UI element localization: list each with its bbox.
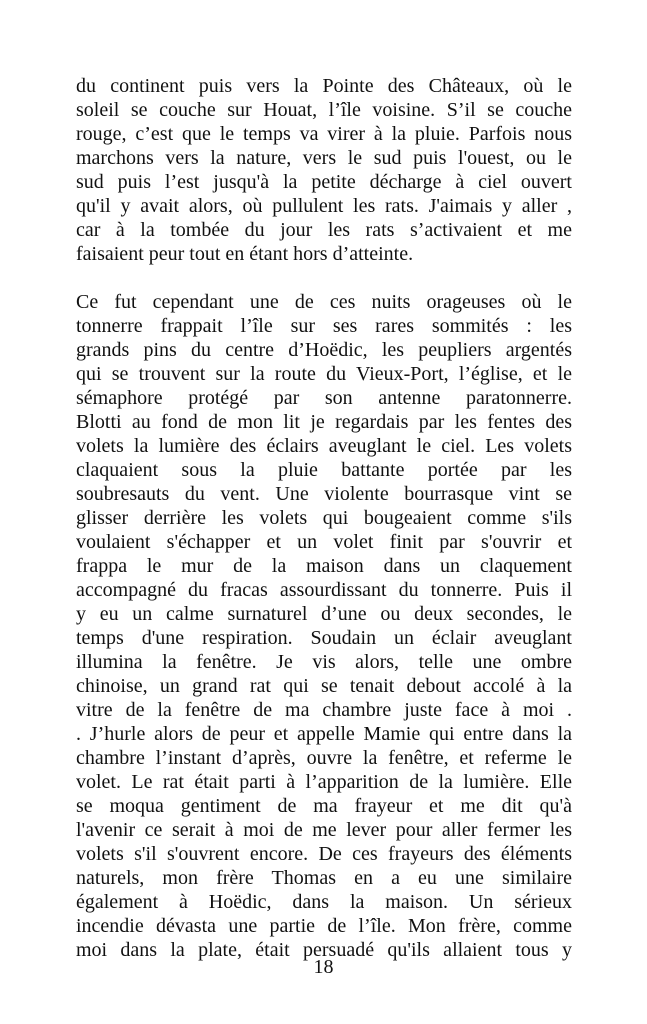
text-line: soubresauts du vent. Une violente bourrasque vint se <box>76 483 572 505</box>
text-line: illumina la fenêtre. Je vis alors, telle une ombre <box>76 651 572 673</box>
text-line: chambre l’instant d’après, ouvre la fenêtre, et referme le <box>76 747 572 769</box>
text-line: chinoise, un grand rat qui se tenait debout accolé à la <box>76 675 572 697</box>
text-line: claquaient sous la pluie battante portée par les <box>76 459 572 481</box>
text-line: vitre de la fenêtre de ma chambre juste face à moi . <box>76 699 572 721</box>
text-line: marchons vers la nature, vers le sud puis l'ouest, ou le <box>76 147 572 169</box>
page-number: 18 <box>313 956 334 978</box>
text-line: frappa le mur de la maison dans un claquement <box>76 555 572 577</box>
text-line: rouge, c’est que le temps va virer à la pluie. Parfois nous <box>76 123 572 145</box>
text-line: . J’hurle alors de peur et appelle Mamie qui entre dans la <box>76 723 572 745</box>
text-line: sémaphore protégé par son antenne paratonnerre. <box>76 387 572 409</box>
text-line: car à la tombée du jour les rats s’activaient et me <box>76 219 572 241</box>
text-line: volets s'il s'ouvrent encore. De ces frayeurs des éléments <box>76 843 572 865</box>
text-line: temps d'une respiration. Soudain un éclair aveuglant <box>76 627 572 649</box>
text-line: incendie dévasta une partie de l’île. Mon frère, comme <box>76 915 572 937</box>
text-line: qu'il y avait alors, où pullulent les rats. J'aimais y aller , <box>76 195 572 217</box>
text-line: volet. Le rat était parti à l’apparition de la lumière. Elle <box>76 771 572 793</box>
text-line: Ce fut cependant une de ces nuits orageuses où le <box>76 291 572 313</box>
paragraph-1 <box>76 74 572 266</box>
text-line: du continent puis vers la Pointe des Châteaux, où le <box>76 75 572 97</box>
text-line: soleil se couche sur Houat, l’île voisine. S’il se couche <box>76 99 572 121</box>
text-line: volets la lumière des éclairs aveuglant le ciel. Les volets <box>76 435 572 457</box>
text-line: y eu un calme surnaturel d’une ou deux secondes, le <box>76 603 572 625</box>
text-line: sud puis l’est jusqu'à la petite décharge à ciel ouvert <box>76 171 572 193</box>
text-line: l'avenir ce serait à moi de me lever pour aller fermer les <box>76 819 572 841</box>
text-line: qui se trouvent sur la route du Vieux-Port, l’église, et le <box>76 363 572 385</box>
paragraph-2 <box>76 290 572 962</box>
text-line: moi dans la plate, était persuadé qu'ils allaient tous y <box>76 939 572 961</box>
text-line: se moqua gentiment de ma frayeur et me dit qu'à <box>76 795 572 817</box>
text-line: accompagné du fracas assourdissant du tonnerre. Puis il <box>76 579 572 601</box>
text-line: voulaient s'échapper et un volet finit par s'ouvrir et <box>76 531 572 553</box>
text-line: tonnerre frappait l’île sur ses rares sommités : les <box>76 315 572 337</box>
text-line: également à Hoëdic, dans la maison. Un sérieux <box>76 891 572 913</box>
text-line: faisaient peur tout en étant hors d’atteinte. <box>76 243 414 265</box>
text-line: Blotti au fond de mon lit je regardais par les fentes des <box>76 411 572 433</box>
text-line: naturels, mon frère Thomas en a eu une similaire <box>76 867 572 889</box>
text-line: grands pins du centre d’Hoëdic, les peupliers argentés <box>76 339 572 361</box>
page-body <box>76 74 572 962</box>
text-line: glisser derrière les volets qui bougeaient comme s'ils <box>76 507 572 529</box>
paragraph-spacer <box>76 266 572 290</box>
